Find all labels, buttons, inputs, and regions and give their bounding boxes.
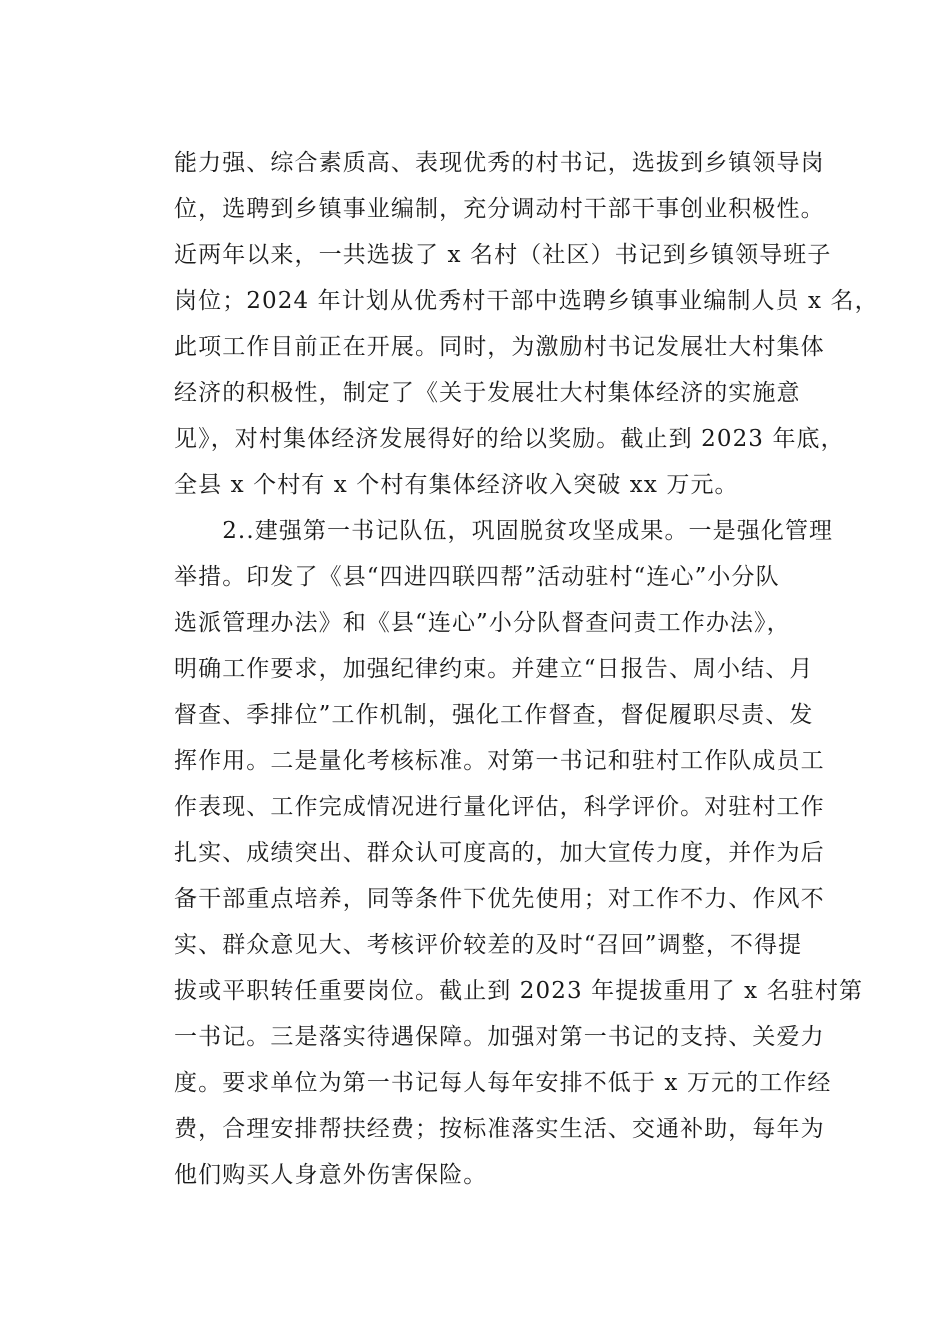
text-line: 拔或平职转任重要岗位。截止到 2023 年提拔重用了 x 名驻村第 [174,978,864,1004]
text-line: 度。要求单位为第一书记每人每年安排不低于 x 万元的工作经 [174,1070,832,1096]
section-heading-line: 2..建强第一书记队伍，巩固脱贫攻坚成果。一是强化管理 [174,518,834,544]
text-line: 一书记。三是落实待遇保障。加强对第一书记的支持、关爱力 [174,1024,825,1050]
text-line: 选派管理办法》和《县“连心”小分队督查问责工作办法》， [174,610,791,636]
text-line: 实、群众意见大、考核评价较差的及时“召回”调整，不得提 [174,932,803,958]
text-line: 此项工作目前正在开展。同时，为激励村书记发展壮大村集体 [174,334,825,360]
text-line: 扎实、成绩突出、群众认可度高的，加大宣传力度，并作为后 [174,840,825,866]
text-line: 近两年以来，一共选拔了 x 名村（社区）书记到乡镇领导班子 [174,242,832,268]
text-line: 他们购买人身意外伤害保险。 [174,1162,488,1188]
text-line: 作表现、工作完成情况进行量化评估，科学评价。对驻村工作 [174,794,825,820]
text-line: 举措。印发了《县“四进四联四帮”活动驻村“连心”小分队 [174,564,780,590]
text-line: 全县 x 个村有 x 个村有集体经济收入突破 xx 万元。 [174,472,739,498]
text-line: 岗位；2024 年计划从优秀村干部中选聘乡镇事业编制人员 x 名， [174,288,879,314]
text-line: 能力强、综合素质高、表现优秀的村书记，选拔到乡镇领导岗 [174,150,825,176]
text-line: 明确工作要求，加强纪律约束。并建立“日报告、周小结、月 [174,656,814,682]
text-line: 挥作用。二是量化考核标准。对第一书记和驻村工作队成员工 [174,748,825,774]
text-line: 费，合理安排帮扶经费；按标准落实生活、交通补助，每年为 [174,1116,825,1142]
text-line: 见》，对村集体经济发展得好的给以奖励。截止到 2023 年底， [174,426,845,452]
text-line: 经济的积极性，制定了《关于发展壮大村集体经济的实施意 [174,380,801,406]
text-line: 督查、季排位”工作机制，强化工作督查，督促履职尽责、发 [174,702,814,728]
text-line: 位，选聘到乡镇事业编制，充分调动村干部干事创业积极性。 [174,196,825,222]
text-line: 备干部重点培养，同等条件下优先使用；对工作不力、作风不 [174,886,825,912]
